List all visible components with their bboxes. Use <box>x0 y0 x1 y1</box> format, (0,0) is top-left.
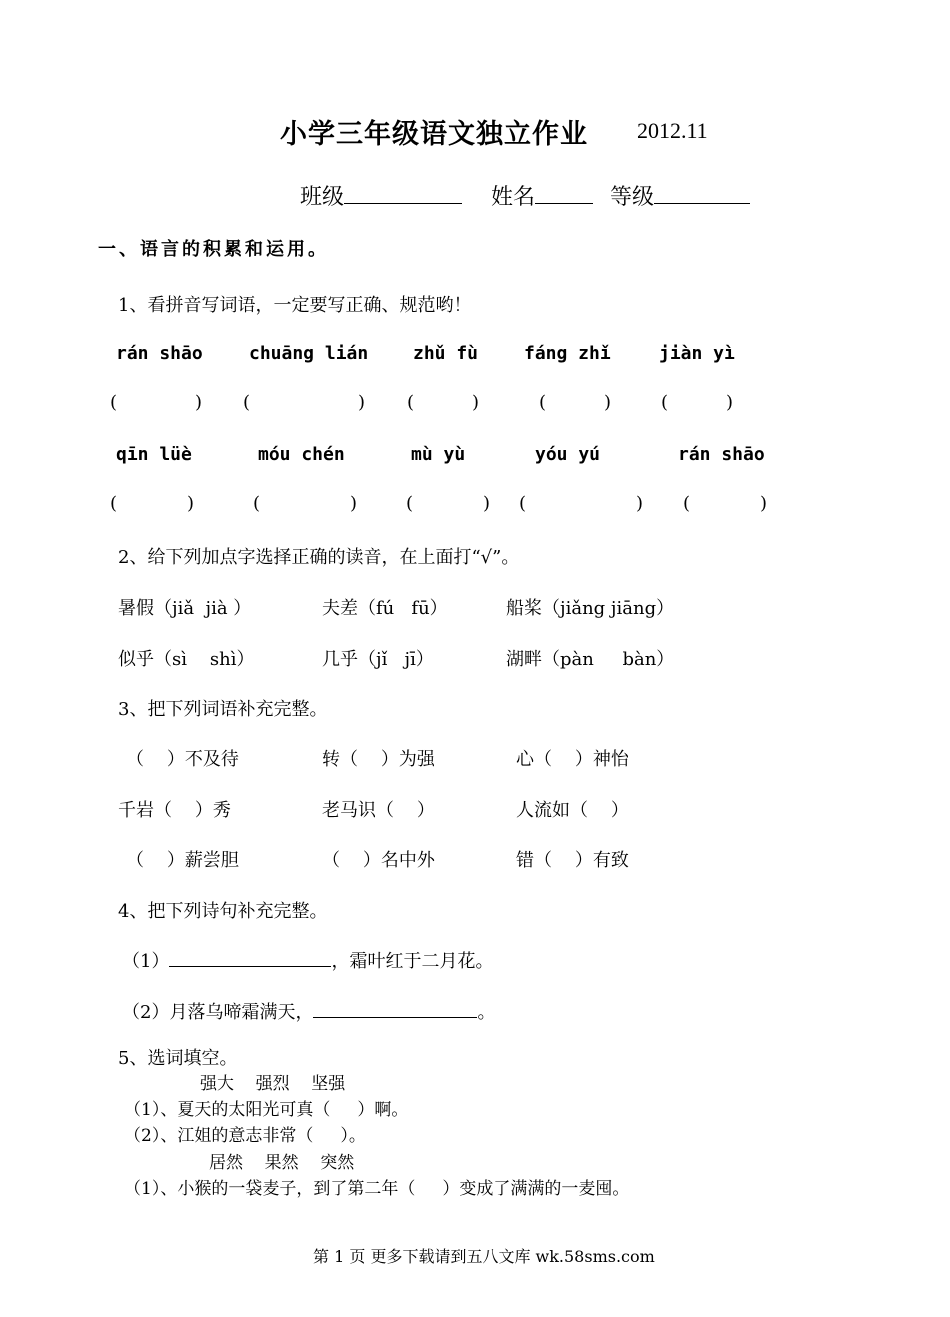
answer-box[interactable]: ( ) <box>110 392 203 413</box>
q4-prompt: 4、把下列诗句补充完整。 <box>118 901 328 922</box>
idiom-item[interactable]: （ ）名中外 <box>322 850 435 871</box>
idiom-item[interactable]: （ ）不及待 <box>126 749 239 770</box>
page-title: 小学三年级语文独立作业 <box>280 119 588 150</box>
reading-choice[interactable]: 夫差（fú fū） <box>322 598 448 619</box>
idiom-item[interactable]: 心（ ）神怡 <box>516 749 629 770</box>
pinyin-item: yóu yú <box>535 444 601 465</box>
answer-box[interactable]: ( ) <box>683 493 768 514</box>
word-choices: 强大 强烈 坚强 <box>200 1074 346 1094</box>
grade-label: 等级 <box>610 185 655 210</box>
poem-blank[interactable] <box>169 948 331 967</box>
date-label: 2012.11 <box>637 118 708 143</box>
idiom-item[interactable]: 老马识（ ） <box>322 800 435 821</box>
pinyin-item: rán shāo <box>116 343 203 364</box>
reading-choice[interactable]: 似乎（sì shì） <box>118 649 255 670</box>
pinyin-item: zhǔ fù <box>413 343 479 364</box>
class-field <box>300 180 462 211</box>
idiom-item[interactable]: 错（ ）有致 <box>516 850 629 871</box>
fill-item[interactable]: （1）、夏天的太阳光可真（ ）啊。 <box>124 1100 409 1120</box>
pinyin-item: móu chén <box>258 444 345 465</box>
idiom-item[interactable]: 人流如（ ） <box>516 800 629 821</box>
fill-item[interactable]: （1）、小猴的一袋麦子，到了第二年（ ）变成了满满的一麦囤。 <box>124 1179 630 1199</box>
class-blank <box>344 181 462 204</box>
poem-line-1: （1） ，霜叶红于二月花。 <box>122 947 493 973</box>
q3-prompt: 3、把下列词语补充完整。 <box>118 699 328 720</box>
poem-blank[interactable] <box>313 999 477 1018</box>
class-label: 班级 <box>300 185 345 210</box>
poem-line-2: （2）月落乌啼霜满天， 。 <box>122 998 495 1024</box>
pinyin-item: fáng zhǐ <box>524 343 611 364</box>
answer-box[interactable]: ( ) <box>406 493 491 514</box>
fill-item[interactable]: （2）、江姐的意志非常（ ）。 <box>124 1126 366 1146</box>
pinyin-item: jiàn yì <box>659 343 735 364</box>
name-field <box>491 180 593 211</box>
reading-choice[interactable]: 湖畔（pàn bàn） <box>506 649 675 670</box>
answer-box[interactable]: ( ) <box>407 392 480 413</box>
q2-prompt: 2、给下列加点字选择正确的读音，在上面打“√”。 <box>118 547 520 568</box>
answer-box[interactable]: ( ) <box>519 493 644 514</box>
answer-box[interactable]: ( ) <box>253 493 358 514</box>
section-heading: 一、语言的积累和运用。 <box>98 239 329 260</box>
page-footer: 第 1 页 更多下载请到五八文库 wk.58sms.com <box>313 1247 655 1266</box>
grade-blank <box>654 181 750 204</box>
answer-box[interactable]: ( ) <box>539 392 612 413</box>
grade-field <box>610 180 750 211</box>
reading-choice[interactable]: 船桨（jiǎng jiāng） <box>506 598 675 619</box>
pinyin-item: mù yù <box>411 444 466 465</box>
reading-choice[interactable]: 暑假（jiǎ jià ） <box>118 598 252 619</box>
pinyin-item: qīn lüè <box>116 444 192 465</box>
answer-box[interactable]: ( ) <box>110 493 195 514</box>
idiom-item[interactable]: 转（ ）为强 <box>322 749 435 770</box>
pinyin-item: chuāng lián <box>249 343 369 364</box>
q5-prompt: 5、选词填空。 <box>118 1048 238 1069</box>
answer-box[interactable]: ( ) <box>661 392 734 413</box>
idiom-item[interactable]: （ ）薪尝胆 <box>126 850 239 871</box>
name-blank <box>535 181 593 204</box>
pinyin-item: rán shāo <box>678 444 765 465</box>
name-label: 姓名 <box>491 185 536 210</box>
reading-choice[interactable]: 几乎（jǐ jī） <box>322 649 434 670</box>
idiom-item[interactable]: 千岩（ ）秀 <box>118 800 231 821</box>
word-choices: 居然 果然 突然 <box>209 1153 355 1173</box>
answer-box[interactable]: ( ) <box>243 392 366 413</box>
q1-prompt: 1、看拼音写词语，一定要写正确、规范哟！ <box>118 295 472 316</box>
